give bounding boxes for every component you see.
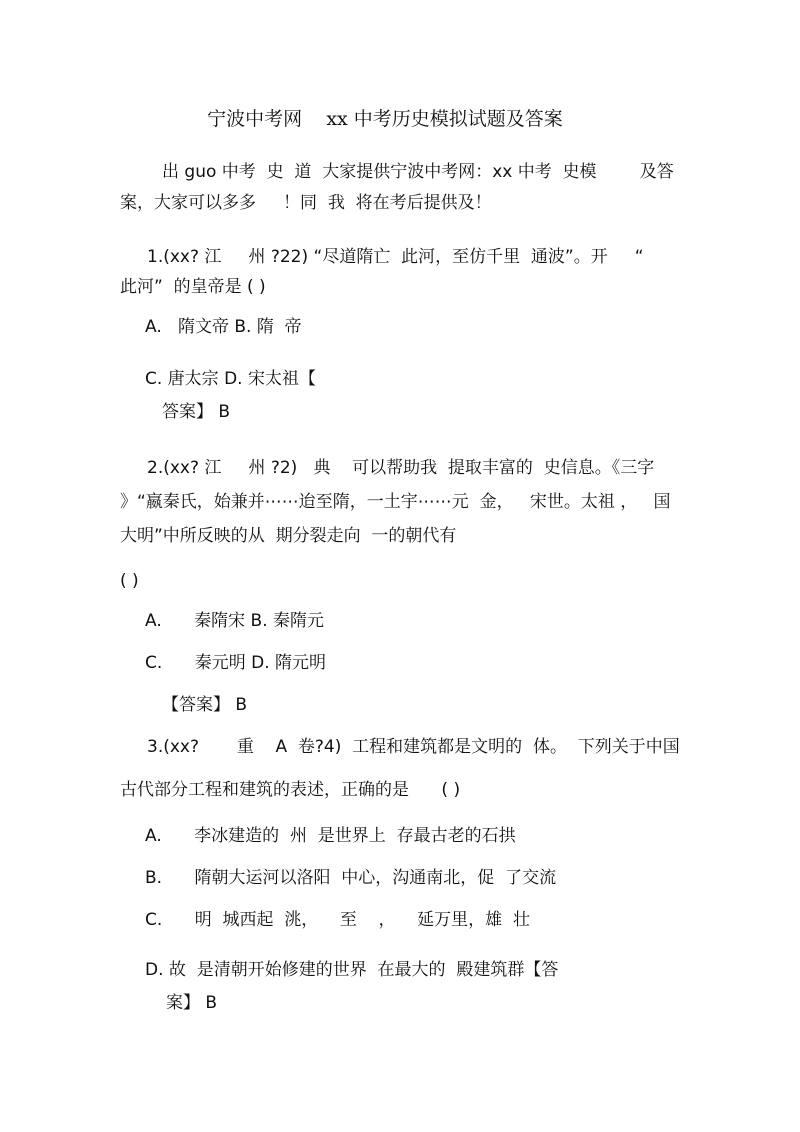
q1-answer: 答案】 B (162, 402, 231, 422)
q2-option-ab: A. 秦隋宋 B. 秦隋元 (145, 611, 325, 631)
q3-option-a: A. 李冰建造的 州 是世界上 存最古老的石拱 (145, 826, 516, 846)
document-title: 宁波中考网 xx 中考历史模拟试题及答案 (207, 108, 563, 130)
intro-line-2: 案，大家可以多多 ！同 我 将在考后提供及！ (120, 193, 492, 213)
q2-answer: 【答案】 B (162, 695, 248, 715)
q3-option-c: C. 明 城西起 洮， 至 ， 延万里，雄 壮 (145, 910, 530, 930)
q3-option-d: D. 故 是清朝开始修建的世界 在最大的 殿建筑群【答 (145, 960, 559, 980)
q1-stem-line-2: 此河” 的皇帝是 ( ) (120, 277, 266, 297)
q2-stem-line-1: 2.(xx? 江 州 ?2) 典 可以帮助我 提取丰富的 史信息。《三字 (147, 458, 655, 478)
q1-option-cd: C. 唐太宗 D. 宋太祖【 (145, 369, 316, 389)
q2-stem-line-3: 大明”中所反映的从 期分裂走向 一的朝代有 (120, 526, 457, 546)
q2-stem-line-4: ( ) (120, 571, 139, 591)
q3-stem-line-2: 古代部分工程和建筑的表述，正确的是 ( ) (120, 780, 461, 800)
intro-line-1: 出 guo 中考 史 道 大家提供宁波中考网：xx 中考 史模 及答 (162, 162, 674, 182)
q2-stem-line-2: 》“嬴秦氏，始兼并⋯⋯迨至隋，一土宇⋯⋯元 金， 宋世。太祖 ， 国 (120, 492, 671, 512)
q3-stem-line-1: 3.(xx? 重 A 卷?4) 工程和建筑都是文明的 体。 下列关于中国 (147, 737, 680, 757)
q1-stem-line-1: 1.(xx? 江 州 ?22) “尽道隋亡 此河，至仿千里 通波”。开 “ (147, 247, 644, 267)
q3-option-b: B. 隋朝大运河以洛阳 中心，沟通南北，促 了交流 (145, 868, 557, 888)
q1-option-ab: A. 隋文帝 B. 隋 帝 (145, 317, 302, 337)
q2-option-cd: C. 秦元明 D. 隋元明 (145, 653, 326, 673)
q3-answer: 案】 B (166, 993, 218, 1013)
